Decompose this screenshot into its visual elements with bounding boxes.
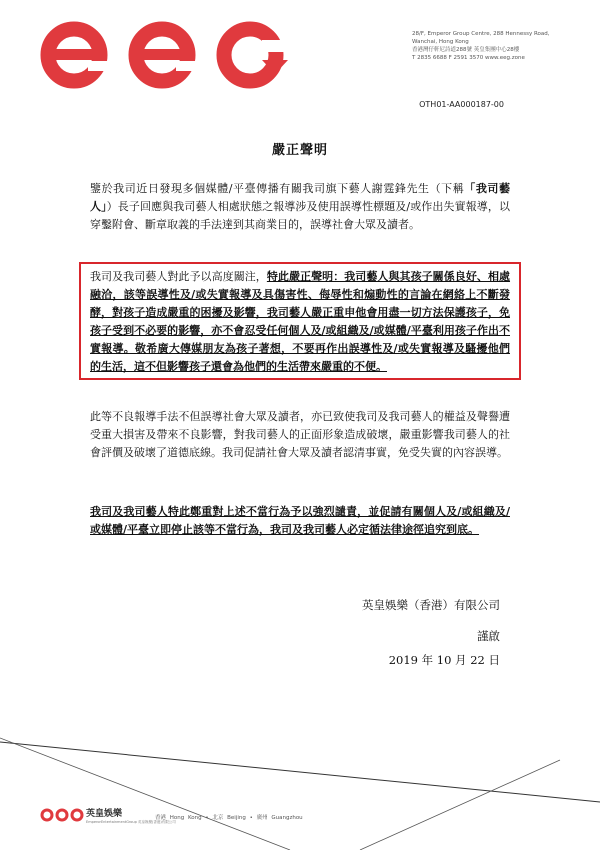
footer-brand-name: 英皇娛樂 — [86, 809, 123, 819]
declaration-lead: 我司及我司藝人對此予以高度關注， — [90, 270, 267, 283]
reference-number: OTH01-AA000187-00 — [419, 100, 504, 109]
closing-phrase: 謹啟 — [477, 629, 500, 643]
paragraph-impact: 此等不良報導手法不但誤導社會大眾及讀者，亦已致使我司及我司藝人的權益及聲譽遭受重大損害及帶來不良影響，對我司藝人的正面形象造成破壞，嚴重影響我司藝人的社會評價及破壞了道德底線。我司促請社會大眾及讀者認清事實，免受失實的內容誤導。 — [90, 410, 510, 459]
paragraph-declaration — [90, 268, 510, 376]
footer-cities: 香港 Hong Kong • 北京 Beijing • 廣州 Guangzhou — [155, 815, 303, 821]
intro-emphasis: 「我司藝人」 — [90, 182, 510, 213]
letterhead-address: 28/F, Emperor Group Centre, 288 Hennessy Road, Wanchai, Hong Kong 香港灣仔軒尼詩道288號 英皇集團中心28樓 T 2835 6688 F 2591 3570 www.eeg.zone — [412, 31, 550, 61]
intro-text-after: ）長子回應與我司藝人相處狀態之報導涉及使用誤導性標題及/或作出失實報導，以穿鑿附會、斷章取義的手法達到其商業目的，誤導社會大眾及讀者。 — [90, 200, 510, 231]
footer-subtitle: EmperorEntertainmentGroup 英皇娛樂(香港)有限公司 — [86, 820, 176, 824]
eeg-logo — [30, 20, 302, 90]
declaration-statement: 特此嚴正聲明：我司藝人與其孩子關係良好、相處融洽，該等誤導性及/或失實報導及具傷害性、侮辱性和煽動性的言論在網絡上不斷發酵，對孩子造成嚴重的困擾及影響，我司藝人嚴正重申他會用盡一切方法保護孩子，免孩子受到不必要的影響，亦不會忍受任何個人及/或組織及/或媒體/平臺利用孩子作出不實報導。敬希廣大傳媒朋友為孩子著想，不要再作出誤導性及/或失實報導及騷擾他們的生活，這不但影響孩子還會為他們的生活帶來嚴重的不便。 — [90, 270, 511, 373]
fold-lines — [0, 720, 600, 850]
intro-text-before: 鑒於我司近日發現多個媒體/平臺傳播有關我司旗下藝人謝霆鋒先生（下稱 — [90, 182, 465, 195]
footer-eeg-logo — [40, 808, 84, 822]
letter-date: 2019 年 10 月 22 日 — [388, 653, 500, 667]
paragraph-condemnation: 我司及我司藝人特此鄭重對上述不當行為予以強烈譴責，並促請有關個人及/或組織及/或媒體/平臺立即停止該等不當行為，我司及我司藝人必定循法律途徑追究到底。 — [90, 505, 510, 536]
signer-company: 英皇娛樂（香港）有限公司 — [362, 598, 500, 612]
paragraph-intro — [90, 180, 510, 234]
page-title: 嚴正聲明 — [271, 143, 328, 158]
